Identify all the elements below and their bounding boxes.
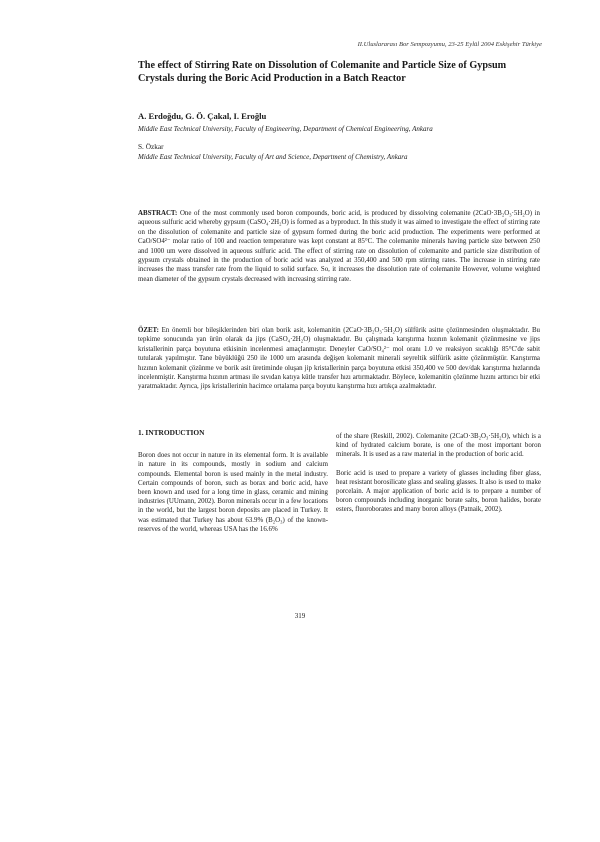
right-column <box>336 432 541 515</box>
left-column <box>138 428 328 534</box>
page-number: 319 <box>294 612 306 620</box>
abstract-label: ABSTRACT: <box>138 210 178 217</box>
paper-title: The effect of Stirring Rate on Dissolution of Colemanite and Particle Size of Gypsum Crystals during the Boric Acid Production in a Batch Reactor <box>138 60 507 84</box>
abstract-text: One of the most commonly used boron compounds, boric acid, is produced by dissolving colemanite (2CaO·3B₂O₃·5H₂O) in aqueous sulfuric acid whereby gypsum (CaSO₄·2H₂O) is formed as a byproduct. In this study it was aimed to investigate the effect of stirring rate on the dissolution of colemanite and particle size of gypsum formed during the boric acid production. The experiments were performed at CaO/SO4²⁻ molar ratio of 100 and reaction temperature was kept constant at 85°C. The colemanite minerals having particle size between 250 and 1000 um were dissolved in aqueous sulfuric acid. The effect of stirring rate on dissolution of colemanite and particle size distribution of gypsum crystals obtained in the production of boric acid was analyzed at 350,400 and 500 rpm stirring rates. The increase in stirring rate increases the mass transfer rate from the liquid to solid surface. So, it increases the dissolution rate of colemanite However, volume weighted mean diameter of the gypsum crystals decreased with increasing stirring rate. <box>138 210 540 283</box>
intro-paragraph-1: Boron does not occur in nature in its elemental form. It is available in nature in its compounds, mostly in sodium and calcium compounds. Elemental boron is used mainly in the metal industry. Certain compounds of boron, such as borax and boric acid, have been known and used for a long time in glass, ceramic and mining industries (UUmann, 2002). Boron minerals occur in a few locations in the world, but the largest boron deposits are placed in Turkey. It was estimated that Turkey has about 63.9% (B₂O₃) of the known-reserves of the world, whereas USA has the 16.6% <box>138 452 328 533</box>
section-heading-introduction: 1. INTRODUCTION <box>138 428 205 437</box>
author-list-secondary: S. Özkar <box>138 142 164 151</box>
abstract-section <box>138 209 540 284</box>
affiliation-primary: Middle East Technical University, Faculty of Engineering, Department of Chemical Engineering, Ankara <box>138 125 433 133</box>
affiliation-secondary: Middle East Technical University, Faculty of Art and Science, Department of Chemistry, Ankara <box>138 153 408 161</box>
intro-paragraph-2: of the share (Reskill, 2002). Colemanite (2CaO·3B₂O₃·5H₂O), which is a kind of hydrated calcium borate, is one of the most important boron minerals. It is used as a raw material in the production of boric acid. <box>336 433 541 459</box>
intro-paragraph-3: Boric acid is used to prepare a variety of glasses including fiber glass, heat resistant borosilicate glass and sealing glasses. It also is used to make porcelain. A major application of boric acid is to prepare a number of boron compounds including inorganic borate salts, boron halides, borate esters, fluoroborates and many boron alloys (Patnaik, 2002). <box>336 469 541 514</box>
ozet-section <box>138 326 540 392</box>
ozet-text: En önemli bor bileşiklerinden biri olan borik asit, kolemanitin (2CaO·3B₂O₃·5H₂O) sülfürik asitte çözünmesinden oluşmaktadır. Bu tepkime sonucunda yan ürün olarak da jips (CaSO₄·2H₂O) oluşmaktadır. Bu çalışmada karıştırma hızının kolemanit çözünmesine ve jips kristallerinin parça boyutuna etkisinin incelenmesi amaçlanmıştır. Deneyler CaO/SO₄²⁻ mol oranı 1.0 ve reaksiyon sıcaklığı 85°C'de sabit tutularak yapılmıştır. Tane büyüklüğü 250 ile 1000 um arasında değişen kolemanit minerali seyreltik sülfürik asitte çözünmüştür. Karıştırma hızının kolemanit çözünme ve borik asit üretiminde oluşan jip kristallerinin parça boyutuna etkisi 350,400 ve 500 dev/dak karıştırma hızlarında incelenmiştir. Karıştırma hızının artması ile sıvıdan katıya kütle transfer hızı artırmaktadır. Böylece, kolemanitin çözünme hızını arttırıcı bir etki yaratmaktadır. Ayrıca, jips kristallerinin hacimce ortalama parça boyutu karıştırma hızı artıkça azalmaktadır. <box>138 327 540 391</box>
ozet-label: ÖZET: <box>138 327 159 334</box>
author-list-primary: A. Erdoğdu, G. Ö. Çakal, I. Eroğlu <box>138 111 267 121</box>
conference-header: II.Uluslararası Bor Sempozyumu, 23-25 Eylül 2004 Eskişehir Türkiye <box>357 41 542 48</box>
